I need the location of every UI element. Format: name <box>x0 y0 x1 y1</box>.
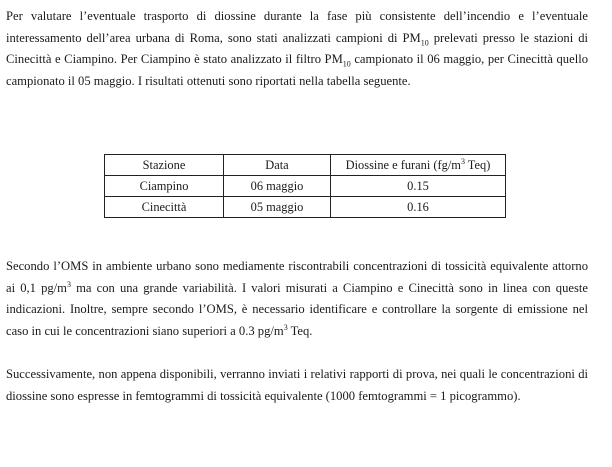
oms-text-2: ma con una grande variabilità. I valori misurati a Ciampino e Cinecittà sono in linea con queste indicazioni. Inoltre, sempre secondo l’OMS, è necessario identificare e controllare la sorgente di emissione nel caso in cui le concentrazioni siano superiori a 0.3 pg/m <box>6 280 588 338</box>
pm10-subscript-1: 10 <box>420 38 429 48</box>
table-header-row <box>105 155 506 176</box>
intro-text-1: Per valutare l’eventuale trasporto di diossine durante la fase più consistente dell’incendio e l’eventuale interessamento dell’area urbana di Roma, sono stati analizzati campioni di PM <box>6 9 588 45</box>
header-stazione: Stazione <box>105 155 224 176</box>
pm10-subscript-2: 10 <box>342 59 351 69</box>
cell-data: 05 maggio <box>224 197 331 218</box>
oms-text-3: Teq. <box>287 323 313 338</box>
header-diossine <box>331 155 506 176</box>
intro-text-2: prelevati presso le stazioni di Cinecittà e Ciampino. Per Ciampino è stato analizzato il filtro PM <box>6 30 588 67</box>
unit-superscript-2: 3 <box>283 322 288 332</box>
header-diossine-unit: Teq) <box>464 157 491 172</box>
cell-valore: 0.16 <box>331 197 506 218</box>
header-diossine-superscript: 3 <box>460 156 465 166</box>
oms-paragraph <box>6 256 588 342</box>
results-table <box>104 154 506 218</box>
cell-data: 06 maggio <box>224 176 331 197</box>
unit-superscript-1: 3 <box>66 279 71 289</box>
header-diossine-text: Diossine e furani (fg/m <box>345 157 461 172</box>
intro-paragraph <box>6 6 588 92</box>
results-table-wrapper <box>104 154 506 218</box>
cell-stazione: Ciampino <box>105 176 224 197</box>
followup-paragraph: Successivamente, non appena disponibili, verranno inviati i relativi rapporti di prova, nei quali le concentrazioni di diossine sono espresse in femtogrammi di tossicità equivalente (1000 femtogrammi = 1 picogrammo). <box>6 367 588 403</box>
cell-stazione: Cinecittà <box>105 197 224 218</box>
oms-text-1: Secondo l’OMS in ambiente urbano sono mediamente riscontrabili concentrazioni di tossicità equivalente attorno ai 0,1 pg/m <box>6 259 588 295</box>
header-data: Data <box>224 155 331 176</box>
table-row <box>105 197 506 218</box>
intro-text-3: campionato il 06 maggio, per Cinecittà quello campionato il 05 maggio. I risultati ottenuti sono riportati nella tabella seguente. <box>6 52 588 88</box>
cell-valore: 0.15 <box>331 176 506 197</box>
table-row <box>105 176 506 197</box>
